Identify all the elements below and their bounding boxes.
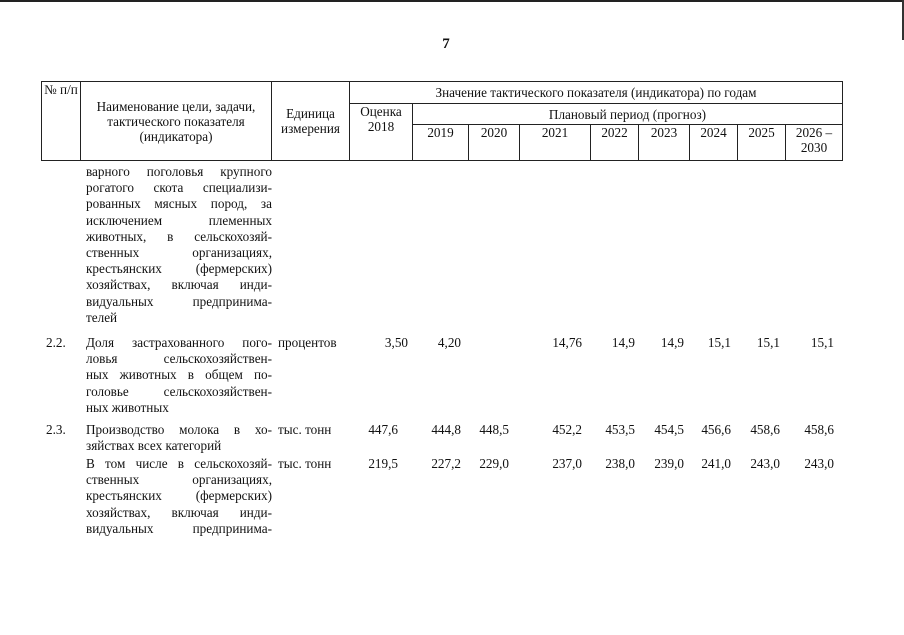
header-year: 2020 bbox=[469, 125, 520, 161]
header-year: 2023 bbox=[639, 125, 690, 161]
value-cell: 458,6 bbox=[804, 422, 834, 437]
value-cell: 444,8 bbox=[431, 422, 461, 437]
name-line: варного поголовья крупного bbox=[86, 164, 272, 179]
value-cell: 15,1 bbox=[707, 335, 731, 350]
value-cell: 15,1 bbox=[756, 335, 780, 350]
header-name: Наименование цели, задачи, тактического показателя (индикатора) bbox=[81, 82, 272, 161]
name-line: хозяйствах, включая инди- bbox=[86, 504, 272, 520]
value-cell: 453,5 bbox=[605, 422, 635, 437]
value-cell: 239,0 bbox=[654, 456, 684, 471]
value-cell: 243,0 bbox=[750, 456, 780, 471]
unit: процентов bbox=[278, 335, 337, 350]
value-cell: 243,0 bbox=[804, 456, 834, 471]
name-line: ственных организациях, bbox=[86, 245, 272, 261]
name-line: ных животных bbox=[86, 399, 169, 415]
header-year: 2022 bbox=[591, 125, 639, 161]
value-cell: 241,0 bbox=[701, 456, 731, 471]
scan-edge-top bbox=[0, 0, 904, 2]
name-line: ственных организациях, bbox=[86, 472, 272, 488]
row-number: 2.2. bbox=[46, 335, 66, 350]
name-line: рогатого скота специализи- bbox=[86, 180, 272, 196]
row-number: 2.3. bbox=[46, 422, 66, 437]
header-year: 2021 bbox=[520, 125, 591, 161]
value-cell: 448,5 bbox=[479, 422, 509, 437]
unit: тыс. тонн bbox=[278, 422, 332, 437]
header-num: № п/п bbox=[42, 82, 81, 161]
value-cell: 14,76 bbox=[552, 335, 582, 350]
name-line: Производство молока в хо- bbox=[86, 422, 272, 437]
name-line: головье сельскохозяйствен- bbox=[86, 383, 272, 399]
unit: тыс. тонн bbox=[278, 456, 332, 471]
indicator-name bbox=[86, 335, 272, 416]
header-year: 2026 – 2030 bbox=[786, 125, 843, 161]
name-line: зяйствах всех категорий bbox=[86, 438, 222, 454]
name-line: исключением племенных bbox=[86, 212, 272, 228]
value-cell: 227,2 bbox=[431, 456, 461, 471]
indicator-name bbox=[86, 456, 272, 537]
name-line: рованных мясных пород, за bbox=[86, 196, 272, 212]
header-unit: Единица измерения bbox=[272, 82, 350, 161]
name-line: животных, в сельскохозяй- bbox=[86, 228, 272, 244]
header-values-title: Значение тактического показателя (индикатора) по годам bbox=[350, 82, 843, 104]
value-cell: 4,20 bbox=[437, 335, 461, 350]
name-line: ных животных в общем по- bbox=[86, 367, 272, 383]
value-cell: 454,5 bbox=[654, 422, 684, 437]
value-cell: 452,2 bbox=[552, 422, 582, 437]
value-cell: 14,9 bbox=[660, 335, 684, 350]
name-line: видуальных предпринима- bbox=[86, 520, 272, 536]
name-line: ловья сельскохозяйствен- bbox=[86, 351, 272, 367]
header-year: 2019 bbox=[413, 125, 469, 161]
value-cell: 456,6 bbox=[701, 422, 731, 437]
name-line: хозяйствах, включая инди- bbox=[86, 277, 272, 293]
name-line: Доля застрахованного пого- bbox=[86, 335, 272, 350]
indicator-name bbox=[86, 164, 272, 326]
table-header bbox=[41, 81, 843, 161]
header-year: 2025 bbox=[738, 125, 786, 161]
name-line: телей bbox=[86, 309, 118, 325]
name-line: В том числе в сельскохозяй- bbox=[86, 456, 272, 471]
header-estimate: Оценка 2018 bbox=[350, 104, 413, 161]
estimate-cell: 447,6 bbox=[368, 422, 398, 437]
value-cell: 15,1 bbox=[810, 335, 834, 350]
value-cell: 237,0 bbox=[552, 456, 582, 471]
name-line: крестьянских (фермерских) bbox=[86, 488, 272, 504]
value-cell: 3,50 bbox=[384, 335, 408, 350]
value-cell: 238,0 bbox=[605, 456, 635, 471]
header-year: 2024 bbox=[690, 125, 738, 161]
value-cell: 14,9 bbox=[611, 335, 635, 350]
value-cell: 458,6 bbox=[750, 422, 780, 437]
name-line: крестьянских (фермерских) bbox=[86, 261, 272, 277]
header-planned: Плановый период (прогноз) bbox=[413, 104, 843, 125]
page-number: 7 bbox=[442, 36, 450, 52]
name-line: видуальных предпринима- bbox=[86, 293, 272, 309]
indicator-name bbox=[86, 422, 272, 454]
estimate-cell: 219,5 bbox=[368, 456, 398, 471]
value-cell: 229,0 bbox=[479, 456, 509, 471]
